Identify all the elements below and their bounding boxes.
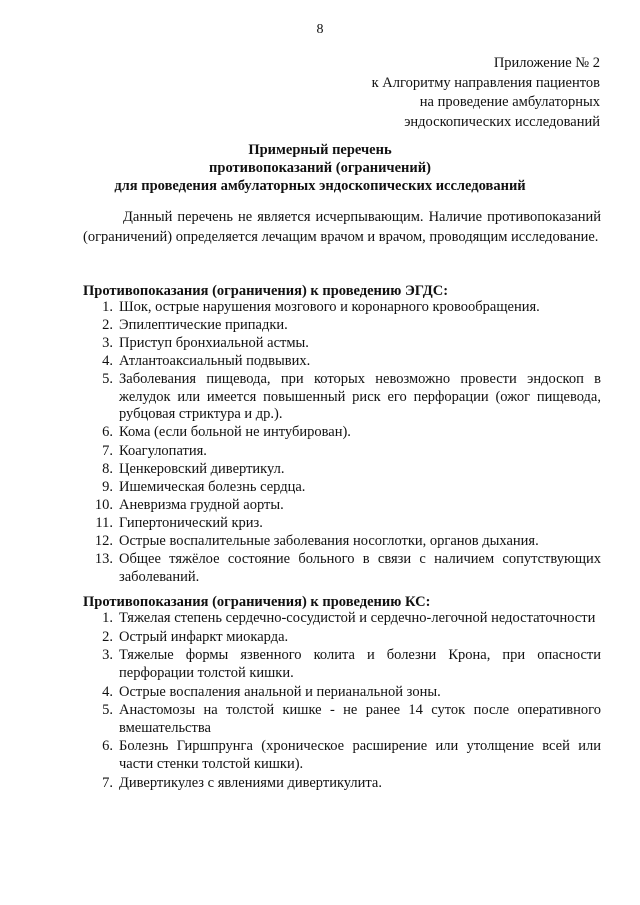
appendix-line: эндоскопических исследований <box>404 113 600 130</box>
list-item-text: Шок, острые нарушения мозгового и коронарного кровообращения. <box>119 299 540 315</box>
list-item-text: Атлантоаксиальный подвывих. <box>119 353 311 370</box>
list-item-text: Кома (если больной не интубирован). <box>119 424 351 441</box>
list-item-text: Заболевания пищевода, при которых невозможно провести эндоскоп в желудок или имеется повышенный риск его перфорации (ожог пищевода, рубцовая стриктура и др.). <box>119 371 601 423</box>
appendix-line: на проведение амбулаторных <box>419 94 600 110</box>
list-item-number: 7. <box>102 442 113 459</box>
list-item <box>83 629 601 647</box>
list-item-number: 3. <box>102 647 113 664</box>
list-item <box>83 299 601 317</box>
list-item-text: Острый инфаркт миокарда. <box>119 628 289 645</box>
list-item-number: 8. <box>102 460 113 477</box>
document-title <box>0 141 640 195</box>
list-item-text: Болезнь Гиршпрунга (хроническое расширение или утолщение всей или части стенки толстой кишки). <box>119 738 601 772</box>
list-item <box>83 610 601 628</box>
list-item-text: Острые воспаления анальной и перианальной зоны. <box>119 683 441 700</box>
list-item <box>83 775 601 793</box>
list-item-number: 2. <box>102 317 113 334</box>
list-item-number: 7. <box>102 774 113 791</box>
list-item-text: Тяжелые формы язвенного колита и болезни Крона, при опасности перфорации толстой кишки. <box>119 647 601 681</box>
list-item <box>83 551 601 586</box>
appendix-line: к Алгоритму направления пациентов <box>371 74 600 91</box>
list-item-text: Приступ бронхиальной астмы. <box>119 335 309 352</box>
list-item <box>83 371 601 424</box>
list-item-number: 9. <box>102 478 113 495</box>
list-item <box>83 738 601 773</box>
title-line: противопоказаний (ограничений) <box>209 160 431 176</box>
list-item <box>83 317 601 335</box>
list-item-number: 5. <box>102 371 113 388</box>
list-item-number: 11. <box>95 514 113 531</box>
list-item-number: 4. <box>102 683 113 700</box>
list-item-text: Тяжелая степень сердечно-сосудистой и сердечно-легочной недостаточности <box>119 610 596 626</box>
list-item <box>83 497 601 515</box>
list-item-text: Общее тяжёлое состояние больного в связи с наличием сопутствующих заболеваний. <box>119 551 601 585</box>
list-item <box>83 479 601 497</box>
list-item-text: Острые воспалительные заболевания носоглотки, органов дыхания. <box>119 533 539 550</box>
appendix-header <box>372 54 600 132</box>
ks-heading: Противопоказания (ограничения) к проведению КС: <box>83 594 431 610</box>
list-item-text: Эпилептические припадки. <box>119 317 288 334</box>
ks-list <box>83 610 601 793</box>
egds-list <box>83 299 601 587</box>
list-item <box>83 461 601 479</box>
page-number: 8 <box>316 22 324 37</box>
list-item-text: Ценкеровский дивертикул. <box>119 460 285 477</box>
list-item-text: Коагулопатия. <box>119 442 207 459</box>
appendix-line: Приложение № 2 <box>493 55 600 71</box>
egds-heading: Противопоказания (ограничения) к проведению ЭГДС: <box>83 283 449 299</box>
list-item <box>83 647 601 682</box>
list-item-text: Аневризма грудной аорты. <box>119 496 284 513</box>
list-item-number: 4. <box>102 353 113 370</box>
list-item-number: 12. <box>94 533 113 550</box>
list-item <box>83 443 601 461</box>
list-item-text: Ишемическая болезнь сердца. <box>119 478 306 495</box>
list-item-text: Анастомозы на толстой кишке - не ранее 14 суток после оперативного вмешательства <box>119 702 601 736</box>
list-item-text: Дивертикулез с явлениями дивертикулита. <box>119 774 382 791</box>
list-item-number: 10. <box>94 496 113 513</box>
list-item <box>83 515 601 533</box>
list-item-number: 5. <box>102 702 113 719</box>
list-item-number: 1. <box>102 299 113 315</box>
list-item <box>83 684 601 702</box>
list-item-number: 6. <box>102 424 113 441</box>
list-item <box>83 702 601 737</box>
list-item-number: 3. <box>102 335 113 352</box>
list-item <box>83 353 601 371</box>
list-item <box>83 335 601 353</box>
list-item <box>83 533 601 551</box>
list-item-number: 2. <box>102 628 113 645</box>
list-item <box>83 424 601 442</box>
list-item-text: Гипертонический криз. <box>119 514 263 531</box>
title-line: для проведения амбулаторных эндоскопических исследований <box>114 178 526 194</box>
list-item-number: 13. <box>94 551 113 568</box>
list-item-number: 6. <box>102 738 113 755</box>
intro-paragraph: Данный перечень не является исчерпывающим. Наличие противопоказаний (ограничений) определяется лечащим врачом и врачом, проводящим исследование. <box>83 209 601 245</box>
title-line: Примерный перечень <box>248 142 392 158</box>
list-item-number: 1. <box>102 610 113 626</box>
